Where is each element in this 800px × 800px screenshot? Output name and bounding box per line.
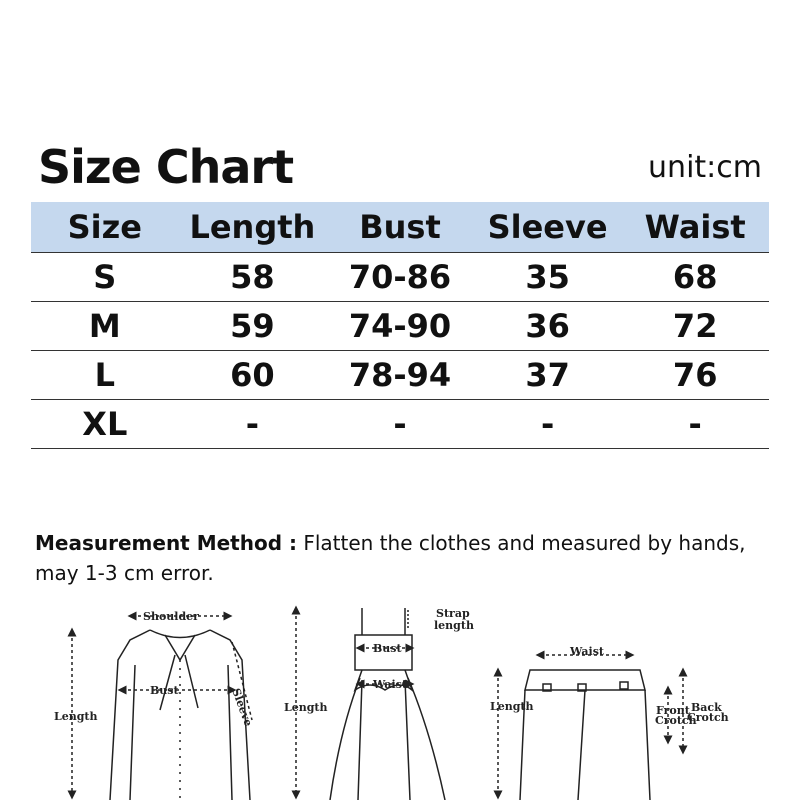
label-dress-bust: Bust [373, 642, 402, 655]
unit-label: unit:cm [648, 150, 762, 185]
label-strap-length: length [434, 619, 474, 632]
cell: 72 [621, 302, 769, 351]
measurement-method [35, 528, 775, 588]
cell: M [31, 302, 179, 351]
label-pants-waist: Waist [570, 645, 604, 658]
table-row [31, 400, 769, 449]
label-sleeve: Sleeve [229, 686, 255, 729]
label-back-crotch: Crotch [687, 711, 729, 724]
label-shoulder: Shoulder [143, 610, 199, 623]
label-front: Front [656, 704, 690, 717]
label-back: Back [691, 701, 722, 714]
table-row [31, 351, 769, 400]
shirt-diagram [72, 616, 252, 800]
table-row [31, 253, 769, 302]
label-front-crotch: Crotch [655, 714, 697, 727]
size-table [31, 202, 769, 449]
cell: S [31, 253, 179, 302]
label-shirt-bust: Bust [150, 684, 179, 697]
cell: 70-86 [326, 253, 474, 302]
label-strap: Strap [436, 607, 470, 620]
method-label: Measurement Method : [35, 531, 297, 555]
table-header-row [31, 202, 769, 253]
method-text: Flatten the clothes and measured by hands, may 1-3 cm error. [35, 531, 746, 585]
label-shirt-length: Length [54, 710, 98, 723]
cell: - [621, 400, 769, 449]
cell: 68 [621, 253, 769, 302]
header-length: Length [179, 202, 327, 253]
cell: - [474, 400, 622, 449]
cell: 76 [621, 351, 769, 400]
page-title: Size Chart [38, 140, 294, 194]
cell: L [31, 351, 179, 400]
label-dress-waist: Waist [373, 678, 407, 691]
cell: 60 [179, 351, 327, 400]
table-row [31, 302, 769, 351]
cell: - [179, 400, 327, 449]
header-sleeve: Sleeve [474, 202, 622, 253]
header-waist: Waist [621, 202, 769, 253]
cell: 36 [474, 302, 622, 351]
measurement-diagrams [0, 600, 800, 800]
label-pants-length: Length [490, 700, 534, 713]
cell: 37 [474, 351, 622, 400]
cell: 74-90 [326, 302, 474, 351]
cell: 59 [179, 302, 327, 351]
header-bust: Bust [326, 202, 474, 253]
cell: XL [31, 400, 179, 449]
cell: 35 [474, 253, 622, 302]
cell: 78-94 [326, 351, 474, 400]
pants-diagram [498, 655, 683, 800]
label-dress-length: Length [284, 701, 328, 714]
cell: - [326, 400, 474, 449]
header-size: Size [31, 202, 179, 253]
cell: 58 [179, 253, 327, 302]
